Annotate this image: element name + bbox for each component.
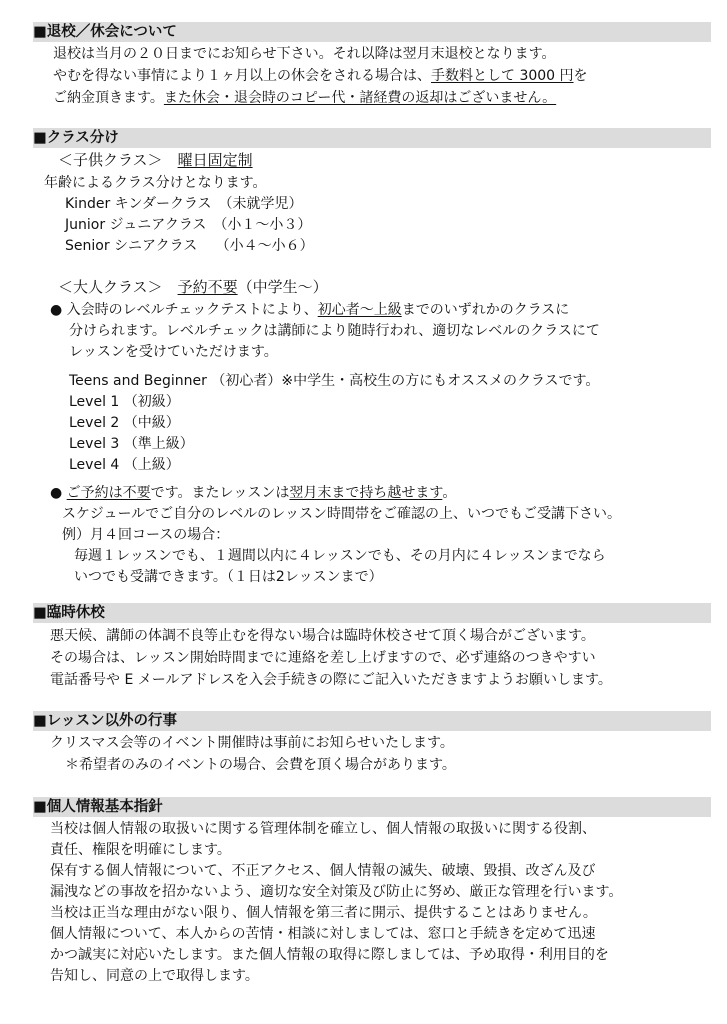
withdrawal-line-1: 退校は当月の２０日までにお知らせ下さい。それ以降は翌月末退校となります。 bbox=[53, 46, 556, 62]
section-title-events: ■レッスン以外の行事 bbox=[33, 711, 711, 731]
bullet-icon: ● bbox=[50, 302, 63, 318]
privacy-line-7: かつ誠実に対応いたします。また個人情報の取得に際しましては、予め取得・利用目的を bbox=[50, 947, 609, 963]
withdrawal-line-3: ご納金頂きます。また休会・退会時のコピー代・諸経費の返却はございません。 bbox=[53, 90, 557, 106]
junior-class: Junior ジュニアクラス （小１～小３） bbox=[65, 217, 312, 233]
adult-class-heading: ＜大人クラス＞ 予約不要（中学生～） bbox=[58, 278, 328, 296]
events-line-1: クリスマス会等のイベント開催時は事前にお知らせいたします。 bbox=[50, 735, 454, 751]
level-check-line-1: ● 入会時のレベルチェックテストにより、初心者～上級までのいずれかのクラスに bbox=[50, 302, 570, 318]
closure-line-2: その場合は、レッスン開始時間までに連絡を差し上げますので、必ず連絡のつきやすい bbox=[50, 650, 596, 666]
kinder-class: Kinder キンダークラス （未就学児） bbox=[65, 196, 303, 212]
privacy-line-2: 責任、権限を明確にします。 bbox=[50, 842, 231, 858]
example-line-2: いつでも受講できます。（１日は2レッスンまで） bbox=[74, 569, 383, 585]
section-title-classes: ■クラス分け bbox=[33, 128, 711, 148]
closure-line-1: 悪天候、講師の体調不良等止むを得ない場合は臨時休校させて頂く場合がございます。 bbox=[50, 628, 595, 644]
senior-class: Senior シニアクラス （小４～小６） bbox=[65, 238, 314, 254]
events-line-2: ＊希望者のみのイベントの場合、会費を頂く場合があります。 bbox=[65, 757, 456, 773]
section-title-closure: ■臨時休校 bbox=[33, 603, 711, 623]
privacy-line-4: 漏洩などの事故を招かないよう、適切な安全対策及び防止に努め、厳正な管理を行います。 bbox=[50, 884, 623, 900]
reservation-line: ● ご予約は不要です。またレッスンは翌月末まで持ち越せます。 bbox=[50, 485, 457, 501]
closure-line-3: 電話番号や E メールアドレスを入会手続きの際にご記入いただきますようお願いします。 bbox=[50, 672, 612, 688]
kids-class-desc: 年齢によるクラス分けとなります。 bbox=[44, 175, 267, 191]
example-heading: 例）月４回コースの場合： bbox=[62, 527, 230, 543]
no-refund-text: また休会・退会時のコピー代・諸経費の返却はございません。 bbox=[163, 90, 557, 106]
level-1: Level 1 （初級） bbox=[69, 394, 180, 410]
level-4: Level 4 （上級） bbox=[69, 457, 180, 473]
section-title-privacy: ■個人情報基本指針 bbox=[33, 797, 711, 817]
section-title-withdrawal: ■退校／休会について bbox=[33, 22, 711, 42]
level-3: Level 3 （準上級） bbox=[69, 436, 194, 452]
privacy-line-8: 告知し、同意の上で取得します。 bbox=[50, 968, 259, 984]
privacy-line-5: 当校は正当な理由がない限り、個人情報を第三者に開示、提供することはありません。 bbox=[50, 905, 597, 921]
level-check-line-2: 分けられます。レベルチェックは講師により随時行われ、適切なレベルのクラスにて bbox=[69, 323, 600, 339]
privacy-line-3: 保有する個人情報について、不正アクセス、個人情報の滅失、破壊、毀損、改ざん及び bbox=[50, 863, 596, 879]
level-check-line-3: レッスンを受けていただけます。 bbox=[69, 344, 278, 360]
privacy-line-1: 当校は個人情報の取扱いに関する管理体制を確立し、個人情報の取扱いに関する役割、 bbox=[50, 821, 596, 837]
privacy-line-6: 個人情報について、本人からの苦情・相談に対しましては、窓口と手続きを定めて迅速 bbox=[50, 926, 596, 942]
level-2: Level 2 （中級） bbox=[69, 415, 180, 431]
schedule-line: スケジュールでご自分のレベルのレッスン時間帯をご確認の上、いつでもご受講下さい。 bbox=[62, 506, 622, 522]
withdrawal-line-2: やむを得ない事情により１ヶ月以上の休会をされる場合は、手数料として 3000 円を bbox=[53, 68, 588, 84]
kids-class-heading: ＜子供クラス＞ 曜日固定制 bbox=[58, 151, 253, 169]
bullet-icon: ● bbox=[50, 485, 63, 501]
example-line-1: 毎週１レッスンでも、１週間以内に４レッスンでも、その月内に４レッスンまでなら bbox=[74, 548, 606, 564]
teens-class: Teens and Beginner （初心者）※中学生・高校生の方にもオススメのクラスです。 bbox=[69, 373, 600, 389]
fee-text: 手数料として 3000 円 bbox=[431, 68, 574, 84]
